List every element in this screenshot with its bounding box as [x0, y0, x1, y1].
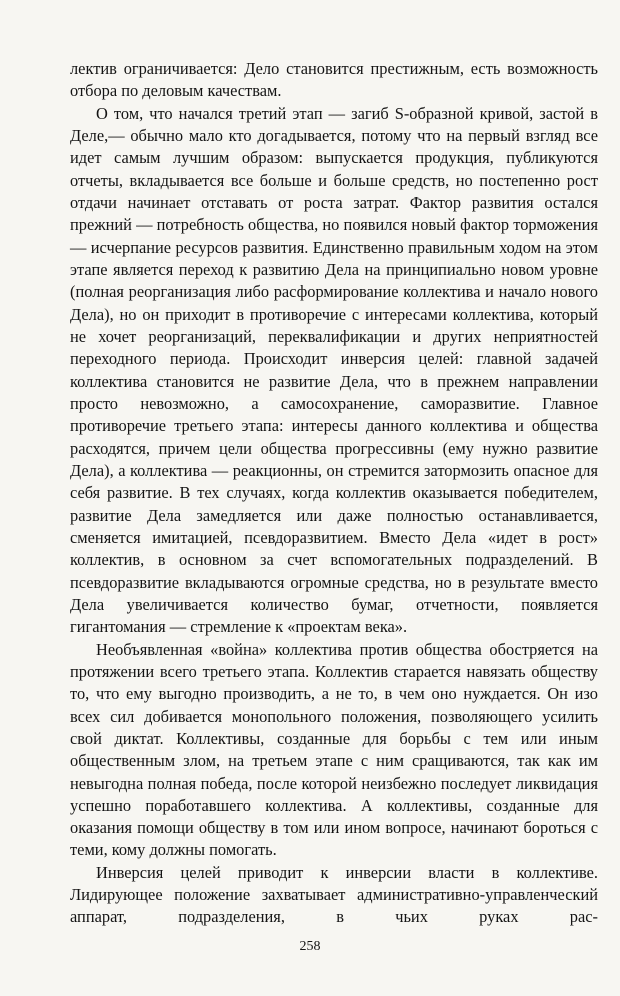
paragraph-inversion-of-power: Инверсия целей приводит к инверсии власти в коллективе. Лидирующее положение захватывает административно-управленческий аппарат, подразделения, в чьих руках рас- — [70, 862, 598, 927]
paragraph-third-stage: О том, что начался третий этап — загиб S-образной кривой, застой в Деле,— обычно мало кто догадывается, потому что на первый взгляд все идет самым лучшим образом: выпускается продукция, публикуются отчеты, вкладывается все больше и больше средств, но постепенно рост отдачи начинает отставать от роста затрат. Фактор развития остался прежний — потребность общества, но появился новый фактор торможения — исчерпание ресурсов развития. Единственно правильным ходом на этом этапе является переход к развитию Дела на принципиально новом уровне (полная реорганизация либо расформирование коллектива и начало нового Дела), но он приходит в противоречие с интересами коллектива, который не хочет реорганизаций, переквалификации и других неприятностей переходного периода. Происходит инверсия целей: главной задачей коллектива становится не развитие Дела, что в прежнем направлении просто невозможно, а самосохранение, саморазвитие. Главное противоречие третьего этапа: интересы данного коллектива и общества расходятся, причем цели общества прогрессивны (ему нужно развитие Дела), а коллектива — реакционны, он стремится затормозить опасное для себя развитие. В тех случаях, когда коллектив оказывается победителем, развитие Дела замедляется или даже полностью останавливается, сменяется имитацией, псевдоразвитием. Вместо Дела «идет в рост» коллектив, в основном за счет вспомогательных подразделений. В псевдоразвитие вкладываются огромные средства, но в результате вместо Дела увеличивается количество бумаг, отчетности, появляется гигантомания — стремление к «проектам века». — [70, 103, 598, 637]
paragraph-undeclared-war: Необъявленная «война» коллектива против общества обостряется на протяжении всего третьего этапа. Коллектив старается навязать обществу то, что ему выгодно производить, а не то, в чем оно нуждается. Он изо всех сил добивается монопольного положения, позволяющего усилить свой диктат. Коллективы, созданные для борьбы с тем или иным общественным злом, на третьем этапе с ним сращиваются, так как им невыгодна полная победа, после которой неизбежно последует ликвидация успешно поработавшего коллектива. А коллективы, созданные для оказания помощи обществу в том или ином вопросе, начинают бороться с теми, кому должны помогать. — [70, 639, 598, 860]
page-number: 258 — [299, 939, 321, 954]
body-text — [70, 58, 598, 929]
paragraph-continuation: лектив ограничивается: Дело становится престижным, есть возможность отбора по деловым качествам. — [70, 59, 598, 101]
